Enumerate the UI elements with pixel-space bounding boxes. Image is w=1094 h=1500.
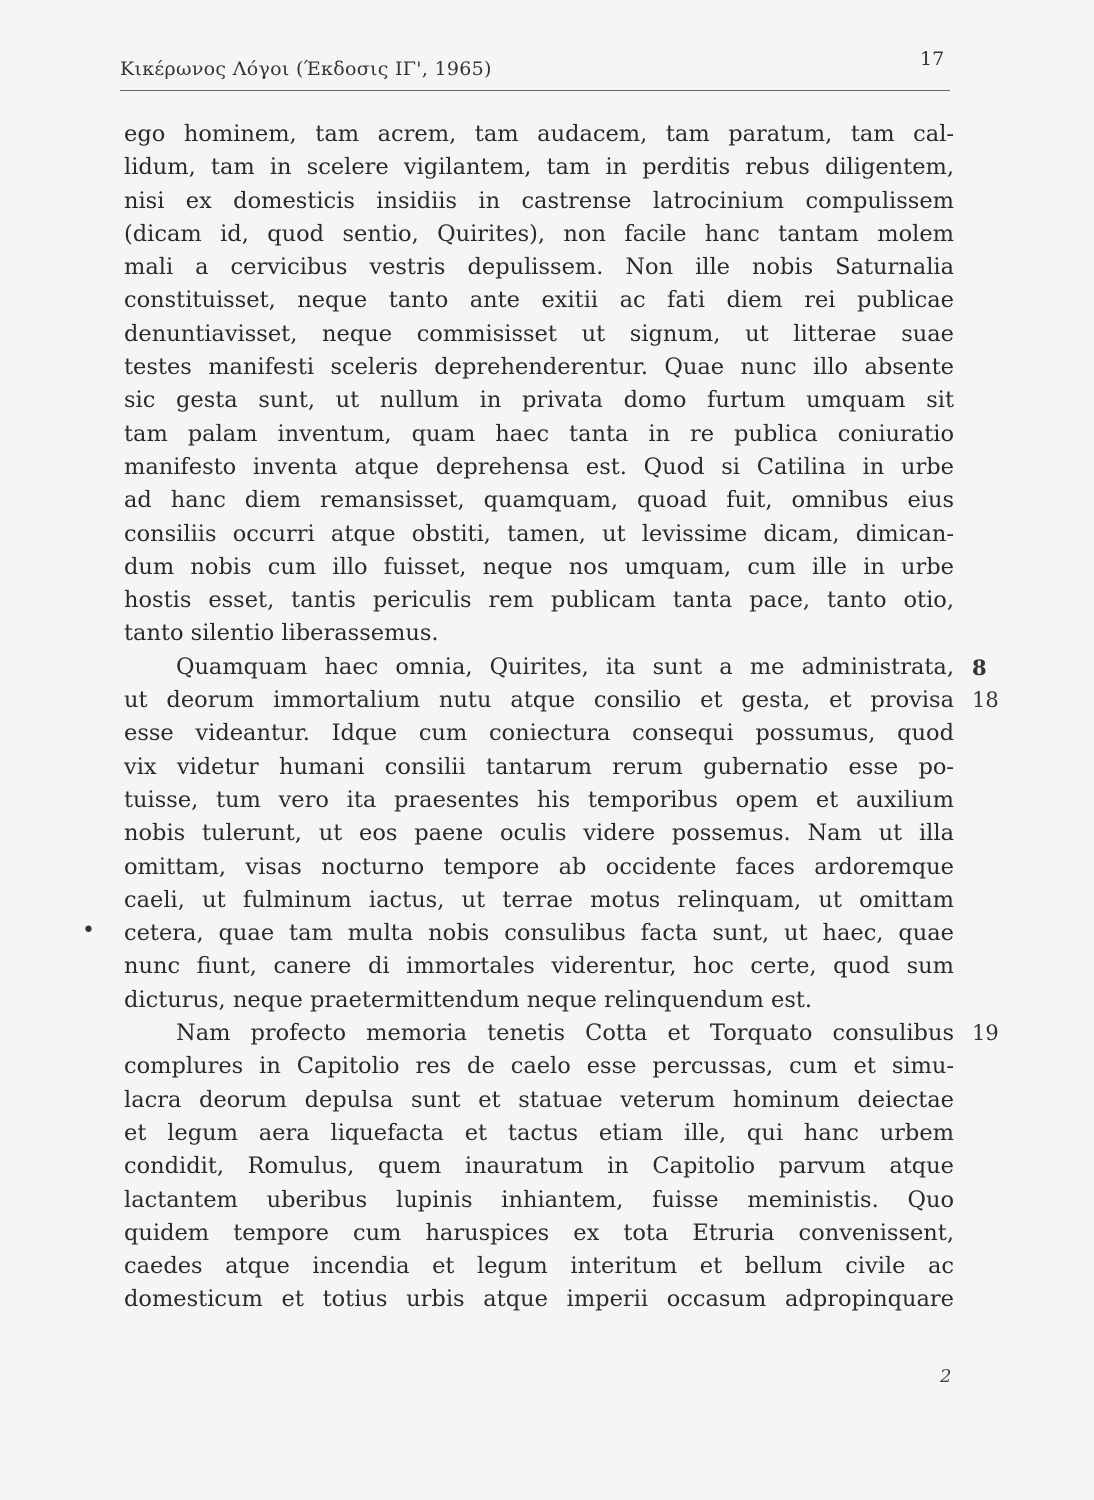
text-line: omittam, visas nocturno tempore ab occidente faces ardoremque [124,853,954,880]
text-line: nobis tulerunt, ut eos paene oculis videre possemus. Nam ut illa [124,820,954,847]
text-line: esse videantur. Idque cum coniectura consequi possumus, quod [124,720,954,747]
text-line: et legum aera liquefacta et tactus etiam ille, qui hanc urbem [124,1119,954,1146]
text-line: tanto silentio liberassemus. [124,620,439,647]
text-line: quidem tempore cum haruspices ex tota Etruria convenissent, [124,1219,954,1246]
text-line: nunc fiunt, canere di immortales viderentur, hoc certe, quod sum [124,953,954,980]
text-line: consiliis occurri atque obstiti, tamen, ut levissime dicam, dimican- [124,520,954,547]
text-line: denuntiavisset, neque commisisset ut signum, ut litterae suae [124,320,954,347]
text-line: ego hominem, tam acrem, tam audacem, tam paratum, tam cal- [124,121,954,147]
text-line-content: Nam profecto memoria tenetis Cotta et Torquato consulibus [176,1020,954,1047]
text-line: testes manifesti sceleris deprehenderentur. Quae nunc illo absente [124,354,954,381]
text-line: constituisset, neque tanto ante exitii ac fati diem rei publicae [124,287,954,314]
text-line: dicturus, neque praetermittendum neque relinquendum est. [124,986,813,1013]
text-line: manifesto inventa atque deprehensa est. Quod si Catilina in urbe [124,453,954,480]
text-line: nisi ex domesticis insidiis in castrense latrocinium compulissem [124,187,954,214]
text-line: tam palam inventum, quam haec tanta in re publica coniuratio [124,420,954,447]
text-line: ad hanc diem remansisset, quamquam, quoad fuit, omnibus eius [124,487,954,514]
text-line-with-margin [124,684,999,717]
text-line-content: ut deorum immortalium nutu atque consilio et gesta, et provisa [124,687,954,714]
text-line-content: Quamquam haec omnia, Quirites, ita sunt a me administrata, [176,653,954,680]
text-line: dum nobis cum illo fuisset, neque nos umquam, cum ille in urbe [124,553,954,580]
text-line: (dicam id, quod sentio, Quirites), non facile hanc tantam molem [124,220,954,247]
text-line-with-margin [124,651,987,684]
text-line: lidum, tam in scelere vigilantem, tam in perditis rebus diligentem, [124,154,954,181]
text-line: vix videtur humani consilii tantarum rerum gubernatio esse po- [124,753,954,780]
margin-line-number: 18 [972,688,999,713]
text-line: caedes atque incendia et legum interitum et bellum civile ac [124,1253,954,1280]
text-line: hostis esset, tantis periculis rem publicam tanta pace, tanto otio, [124,587,954,614]
text-line: condidit, Romulus, quem inauratum in Capitolio parvum atque [124,1153,954,1180]
signature-mark: 2 [940,1366,952,1387]
text-line: mali a cervicibus vestris depulissem. Non ille nobis Saturnalia [124,254,954,281]
text-line: tuisse, tum vero ita praesentes his temporibus opem et auxilium [124,786,954,813]
page-number: 17 [920,48,945,70]
text-line: domesticum et totius urbis atque imperii occasum adpropinquare [124,1286,954,1313]
text-line: sic gesta sunt, ut nullum in privata domo furtum umquam sit [124,387,954,414]
text-line: lacra deorum depulsa sunt et statuae veterum hominum deiectae [124,1086,954,1113]
section-number: 8 [972,654,987,680]
text-line: lactantem uberibus lupinis inhiantem, fuisse meministis. Quo [124,1186,954,1213]
text-line: complures in Capitolio res de caelo esse percussas, cum et simu- [124,1053,954,1080]
margin-bullet: • [82,918,95,943]
text-line: caeli, ut fulminum iactus, ut terrae motus relinquam, ut omittam [124,886,954,913]
margin-line-number: 19 [972,1021,999,1046]
text-line-with-margin [124,1017,999,1050]
text-line: cetera, quae tam multa nobis consulibus facta sunt, ut haec, quae [124,920,954,947]
running-head: Κικέρωνος Λόγοι (Έκδοσις ΙΓ', 1965) [120,58,492,80]
header-rule [120,90,950,91]
body-text [124,118,999,1317]
